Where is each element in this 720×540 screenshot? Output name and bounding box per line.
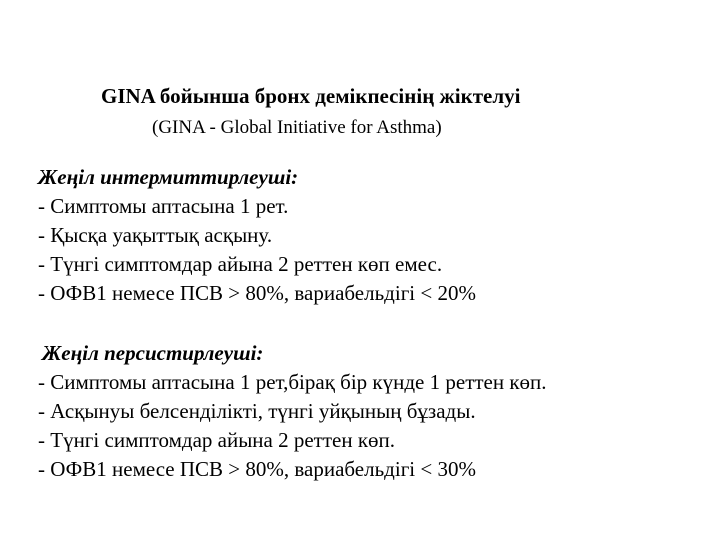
list-item: - ОФВ1 немесе ПСВ > 80%, вариабельдігі < 30% xyxy=(38,457,476,481)
list-item: - Симптомы аптасына 1 рет. xyxy=(38,194,289,218)
section-mild-intermittent xyxy=(38,163,476,308)
slide-title: GINA бойынша бронх демікпесінің жіктелуі xyxy=(101,84,521,108)
slide-subtitle: (GINA - Global Initiative for Asthma) xyxy=(152,117,442,138)
list-item: - Асқынуы белсенділікті, түнгі уйқының бұзады. xyxy=(38,399,476,423)
section-heading: Жеңіл интермиттирлеуші: xyxy=(38,165,299,189)
list-item: - ОФВ1 немесе ПСВ > 80%, вариабельдігі < 20% xyxy=(38,281,476,305)
list-item: - Қысқа уақыттық асқыну. xyxy=(38,223,273,247)
list-item: - Түнгі симптомдар айына 2 реттен көп. xyxy=(38,428,396,452)
section-mild-persistent xyxy=(38,339,547,484)
list-item: - Симптомы аптасына 1 рет,бірақ бір күнде 1 реттен көп. xyxy=(38,370,547,394)
section-heading: Жеңіл персистирлеуші: xyxy=(42,341,264,365)
list-item: - Түнгі симптомдар айына 2 реттен көп емес. xyxy=(38,252,443,276)
